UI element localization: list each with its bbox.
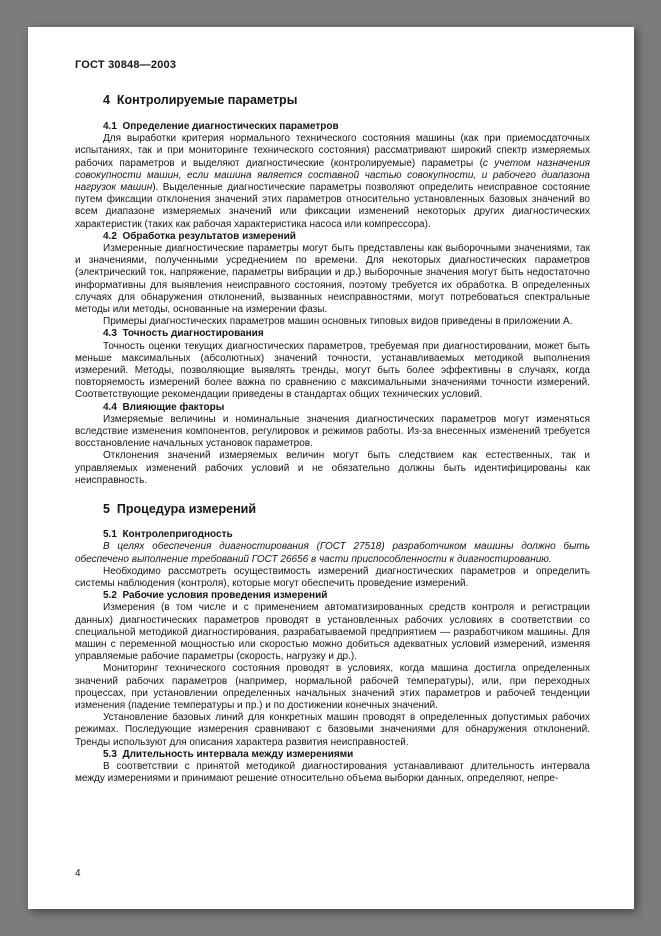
paragraph-5-2-3: Установление базовых линий для конкретных машин проводят в определенных допустимых рабочих режимах. Последующие измерения сравнивают с базовыми значениями для обнаружения отклонений. Тренды используют для описания характера развития неисправностей. bbox=[75, 712, 590, 748]
paragraph-4-1-1 bbox=[75, 133, 590, 231]
section-4-3-heading: 4.3 Точность диагностирования bbox=[103, 328, 264, 340]
text-run: Для выработки критерия нормального технического состояния машины (как при приемосдаточных испытаниях, так и при мониторинге технического состояния) рассматривают широкий спектр измеряемых рабочих параметров и выделяют диагностические (контролируемые) параметры ( bbox=[75, 133, 590, 169]
section-5-2-heading: 5.2 Рабочие условия проведения измерений bbox=[103, 590, 328, 602]
paragraph-5-2-1: Измерения (в том числе и с применением автоматизированных средств контроля и регистрации данных) диагностических параметров проводят в установленных рабочих условиях в соответствии со специальной методикой диагностирования, разрабатываемой предприятием — разработчиком машины. Для машин с переменной мощностью или скоростью можно добиться адекватных условий измерений, изменяя управляемые рабочие параметры (скорость, нагрузку и др.). bbox=[75, 602, 590, 663]
document-page bbox=[28, 27, 634, 909]
paragraph-4-3-1: Точность оценки текущих диагностических параметров, требуемая при диагностировании, может быть меньше максимальных (абсолютных) значений точности, устанавливаемых методикой выполнения измерений. Методы, позволяющие выявлять тренды, могут быть более эффективны в случаях, когда повторяемость измерений более важна по сравнению с максимальными значениями точности измерений. Соответствующие рекомендации приведены в стандартах общих технических условий. bbox=[75, 340, 590, 401]
section-5-heading: 5 Процедура измерений bbox=[103, 502, 257, 517]
paragraph-4-4-1: Измеряемые величины и номинальные значения диагностических параметров могут изменяться вследствие изменения компонентов, регулировок и режимов работы. Из-за внесенных изменений требуется восстановление начальных установок параметров. bbox=[75, 413, 590, 450]
page-number: 4 bbox=[75, 868, 81, 879]
section-4-4-heading: 4.4 Влияющие факторы bbox=[103, 401, 225, 413]
section-5-1-heading: 5.1 Контролепригодность bbox=[103, 529, 233, 541]
paragraph-4-2-1: Измеренные диагностические параметры могут быть представлены как выборочными значениями, так и значениями, полученными усреднением по времени. Для некоторых диагностических параметров (электрический ток, напряжение, параметры вибрации и др.) выборочные значения могут быть недостаточно информативны для выявления неисправного состояния, поэтому требуется их обработка. В определенных случаях для обнаружения отклонений, вызванных неисправностями, могут потребоваться спектральные методы или методы, основанные на измерении фазы. bbox=[75, 243, 590, 316]
paragraph-4-2-2: Примеры диагностических параметров машин основных типовых видов приведены в приложении А. bbox=[103, 316, 573, 328]
paragraph-5-1-1: В целях обеспечения диагностирования (ГОСТ 27518) разработчиком машины должно быть обеспечено выполнение требований ГОСТ 26656 в части приспособленности к диагностированию. bbox=[75, 541, 590, 565]
text-run-italic: с учетом назначения совокупности машин, если машина является составной частью совокупности, и рабочего диапазона нагрузок машин bbox=[75, 157, 590, 194]
section-4-heading: 4 Контролируемые параметры bbox=[103, 93, 298, 107]
paragraph-4-4-2: Отклонения значений измеряемых величин могут быть следствием как естественных, так и управляемых изменений рабочих условий и не обязательно должны быть идентифицированы как неисправность. bbox=[75, 450, 590, 486]
section-5-3-heading: 5.3 Длительность интервала между измерениями bbox=[103, 748, 354, 760]
paragraph-5-3-1: В соответствии с принятой методикой диагностирования устанавливают длительность интервала между измерениями и принимают решение относительно объема выборки данных, определяют, непре- bbox=[75, 760, 590, 785]
document-code: ГОСТ 30848—2003 bbox=[75, 59, 177, 71]
paragraph-5-2-2: Мониторинг технического состояния проводят в условиях, когда машина достигла определенных значений рабочих параметров (например, нормальной рабочей температуры), или, при переходных процессах, при установлении определенных начальных значений этих параметров и рабочей тенденции изменения (падение температуры и пр.) и по достижении конечных значений. bbox=[75, 663, 590, 711]
section-4-1-heading: 4.1 Определение диагностических параметров bbox=[103, 121, 339, 132]
section-4-2-heading: 4.2 Обработка результатов измерений bbox=[103, 230, 296, 242]
text-run: ). Выделенные диагностические параметры позволяют определить неисправное состояние путем фиксации отклонения значений этих параметров относительно установленных базовых значений во всем диапазоне измеряемых значений или фиксации изменений некоторых других диагностических характеристик (таких как рабочая характеристика насоса или компрессора). bbox=[75, 182, 591, 230]
paragraph-5-1-2: Необходимо рассмотреть осуществимость измерений диагностических параметров и определить системы наблюдения (контроля), которые могут обеспечить проведение измерений. bbox=[75, 565, 590, 589]
